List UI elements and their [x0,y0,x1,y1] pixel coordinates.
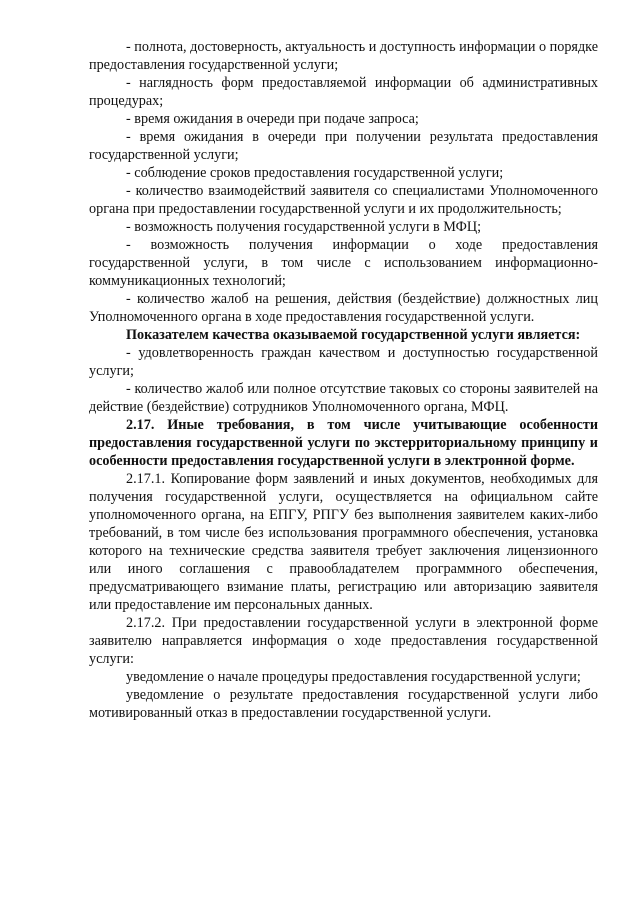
paragraph-mfc: - возможность получения государственной услуги в МФЦ; [126,219,482,235]
paragraph-deadlines: - соблюдение сроков предоставления государственной услуги; [126,165,504,181]
quality-indicator-heading: Показателем качества оказываемой государственной услуги является: [126,327,581,343]
paragraph-queue-request: - время ожидания в очереди при подаче запроса; [126,111,419,127]
paragraph-notification-result: уведомление о результате предоставления государственной услуги либо мотивированный отказ в предоставлении государственной услуги. [89,687,598,721]
paragraph-2-17-2: 2.17.2. При предоставлении государственной услуги в электронной форме заявителю направляется информация о ходе предоставления государственной услуги: [89,615,598,667]
paragraph-queue-result: - время ожидания в очереди при получении результата предоставления государственной услуги; [89,129,598,163]
paragraph-satisfaction: - удовлетворенность граждан качеством и доступностью государственной услуги; [89,345,598,379]
paragraph-visibility: - наглядность форм предоставляемой информации об административных процедурах; [89,75,598,109]
paragraph-complaints: - количество жалоб на решения, действия (бездействие) должностных лиц Уполномоченного органа в ходе предоставления государственной услуги. [89,291,598,325]
document-page [89,38,598,722]
paragraph-2-17-1: 2.17.1. Копирование форм заявлений и иных документов, необходимых для получения государственной услуги, осуществляется на официальном сайте уполномоченного органа, на ЕПГУ, РПГУ без выполнения заявителем каких-либо требований, в том числе без использования программного обеспечения, установка которого на технические средства заявителя требует заключения лицензионного или иного соглашения с правообладателем программного обеспечения, предусматривающего взимание платы, регистрацию или авторизацию заявителя или предоставление им персональных данных. [89,471,598,613]
paragraph-information: - возможность получения информации о ходе предоставления государственной услуги, в том числе с использованием информационно-коммуникационных технологий; [89,237,598,289]
paragraph-completeness: - полнота, достоверность, актуальность и доступность информации о порядке предоставления государственной услуги; [89,39,598,73]
section-2-17-heading: 2.17. Иные требования, в том числе учитывающие особенности предоставления государственной услуги по экстерриториальному принципу и особенности предоставления государственной услуги в электронной форме. [89,417,598,469]
paragraph-notification-start: уведомление о начале процедуры предоставления государственной услуги; [126,669,581,685]
paragraph-interactions: - количество взаимодействий заявителя со специалистами Уполномоченного органа при предоставлении государственной услуги и их продолжительность; [89,183,598,217]
paragraph-complaints-count: - количество жалоб или полное отсутствие таковых со стороны заявителей на действие (бездействие) сотрудников Уполномоченного органа, МФЦ. [89,381,598,415]
